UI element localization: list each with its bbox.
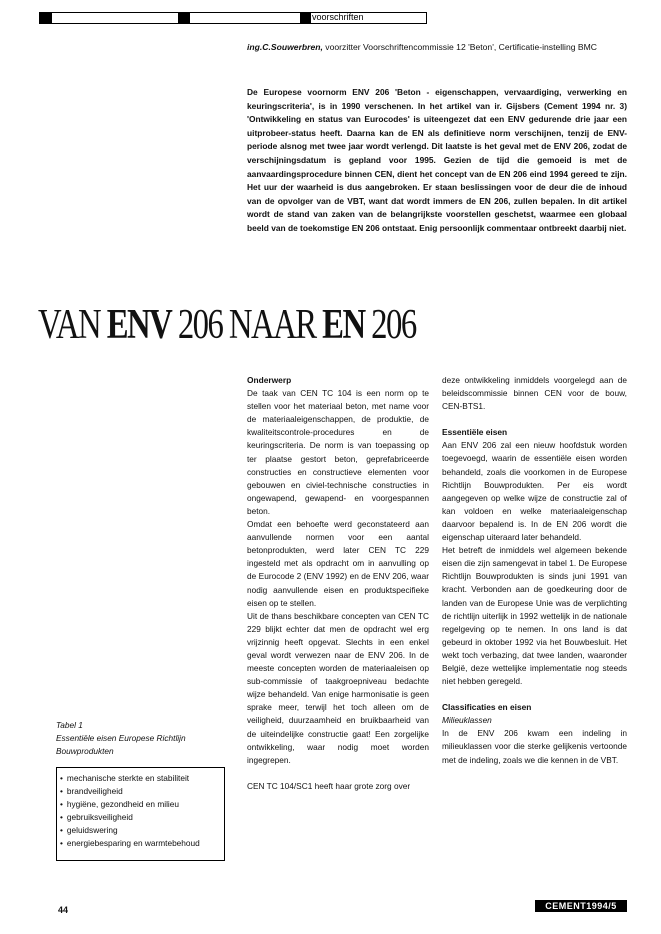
- section-header-bar: [39, 12, 427, 24]
- title-part-4: EN: [322, 302, 365, 348]
- heading-onderwerp: Onderwerp: [247, 375, 292, 385]
- header-block-2: [178, 13, 190, 23]
- list-item: • hygiëne, gezondheid en milieu: [60, 798, 224, 811]
- paragraph: Omdat een behoefte werd geconstateerd aan aanvullende normen voor een aantal betonprodukten, werd later CEN TC 229 ingesteld met als opdracht om in aanvulling op de Eurocode 2 (ENV 1992) en de ENV 206, waar nodig aanvullende eisen en produktspecifieke eisen op te stellen.: [247, 519, 429, 608]
- header-block-3: [300, 13, 311, 23]
- table-list: [60, 772, 224, 851]
- paragraph: In de ENV 206 kwam een indeling in milieuklassen voor die sterke gelijkenis vertoonde met de indeling, zoals we die kennen in de VBT.: [442, 728, 627, 765]
- section-label: voorschriften: [312, 12, 364, 22]
- table-caption-title: Essentiële eisen Europese Richtlijn Bouwprodukten: [56, 733, 186, 757]
- author-role: voorzitter Voorschriftencommissie 12 'Beton', Certificatie-instelling BMC: [322, 42, 598, 52]
- title-part-1: VAN: [38, 302, 107, 348]
- author-name: ing.C.Souwerbren,: [247, 42, 323, 52]
- header-block-1: [40, 13, 52, 23]
- paragraph: De taak van CEN TC 104 is een norm op te stellen voor het materiaal beton, met name voor de materiaaleigenschappen, de produktie, de kwaliteitscontrole-procedures en de keuringscriteria. De norm is van toepassing op ter plaatse gestort beton, geprefabriceerde constructies en constructieve elementen voor gebouwen en civiel-technische constructies in ongewapend, gewapend- en voorgespannen beton.: [247, 388, 429, 516]
- paragraph: CEN TC 104/SC1 heeft haar grote zorg over: [247, 780, 411, 791]
- subheading-milieuklassen: Milieuklassen: [442, 715, 492, 726]
- body-column-2: [442, 374, 627, 767]
- author-line: [247, 41, 627, 55]
- article-title: [38, 302, 416, 348]
- body-column-1: [247, 374, 429, 793]
- list-item: • mechanische sterkte en stabiliteit: [60, 772, 224, 785]
- heading-classificaties: Classificaties en eisen: [442, 702, 532, 713]
- paragraph: Het betreft de inmiddels wel algemeen bekende eisen die zijn samengevat in tabel 1. De Europese Richtlijn Bouwprodukten is sinds juni 1991 van kracht. Verbonden aan de goedkeuring door de landen van de Europese Unie was de verplichting de richtlijn uiterlijk in 1992 wettelijk in de nationale regelgeving op te nemen. In ons land is dat gebeurd in oktober 1992 via het Bouwbesluit. Het wekt toch verbazing, dat twee landen, waaronder België, deze wettelijke implementatie nog steeds niet hebben geregeld.: [442, 545, 627, 687]
- title-part-2: ENV: [106, 302, 172, 348]
- page-number: 44: [58, 905, 69, 915]
- lead-paragraph: De Europese voornorm ENV 206 'Beton - eigenschappen, vervaardiging, verwerking en keuringscriteria', is in 1990 verschenen. In het artikel van ir. Gijsbers (Cement 1994 nr. 3) 'Ontwikkeling en status van Eurocodes' is uiteengezet dat een ENV gedurende drie jaar een uitprobeer-status heeft. Daarna kan de EN als definitieve norm verschijnen, tenzij de ENV-periode alsnog met twee jaar wordt verlengd. Dit laatste is het geval met de ENV 206, zodat de verschijningsdatum is gepland voor 1995. Gezien de tijd die gemoeid is met de aanvaardingsprocedure binnen CEN, dient het concept van de EN 206 eind 1994 gereed te zijn. Het uur der waarheid is dus aangebroken. Er staan beslissingen voor de deur die de inhoud van de opvolger van de VBT, want dat wordt immers de EN 206, zullen bepalen. In dit artikel wordt de stand van zaken van de belangrijkste voorstellen geschetst, waarmee een globaal beeld van de toekomstige EN 206 ontstaat. Enig persoonlijk commentaar ontbreekt daarbij niet.: [247, 87, 627, 233]
- title-part-5: 206: [364, 302, 416, 348]
- table-caption: [56, 719, 226, 758]
- table-caption-number: Tabel 1: [56, 720, 83, 730]
- list-item: • brandveiligheid: [60, 785, 224, 798]
- heading-essentiele-eisen: Essentiële eisen: [442, 427, 508, 438]
- paragraph: Uit de thans beschikbare concepten van CEN TC 229 blijkt echter dat men de opdracht wel erg vrijzinnig heeft opgevat. Slechts in een enkel geval wordt verwezen naar de ENV 206. In de meeste concepten worden de materiaaleisen op sub-commissie of taakgroepniveau bedachte wijze behandeld. Van enige harmonisatie is geen sprake meer, terwijl het toch alleen om de veiligheid, duurzaamheid en bruikbaarheid van de uiteindelijke constructie gaat! Een zorgelijke ontwikkeling, waar nodig moet worden ingegrepen.: [247, 610, 429, 765]
- title-part-3: 206 NAAR: [171, 302, 323, 348]
- table-1-box: [56, 767, 225, 861]
- journal-footer-badge: CEMENT1994/5: [535, 900, 627, 912]
- paragraph: deze ontwikkeling inmiddels voorgelegd aan de beleidscommissie binnen CEN voor de bouw, CEN-BTS1.: [442, 375, 627, 412]
- list-item: • gebruiksveiligheid: [60, 811, 224, 824]
- list-item: • energiebesparing en warmtebehoud: [60, 837, 224, 850]
- list-item: • geluidswering: [60, 824, 224, 837]
- paragraph: Aan ENV 206 zal een nieuw hoofdstuk worden toegevoegd, waarin de essentiële eisen worden behandeld, zoals die voorkomen in de Europese Richtlijn Bouwprodukten. Per eis wordt aangegeven op welke wijze de constructie zal of kan voldoen en welke materiaaleigenschap daarvoor bepalend is. In de EN 206 wordt die eigenschap uiteraard later behandeld.: [442, 440, 627, 543]
